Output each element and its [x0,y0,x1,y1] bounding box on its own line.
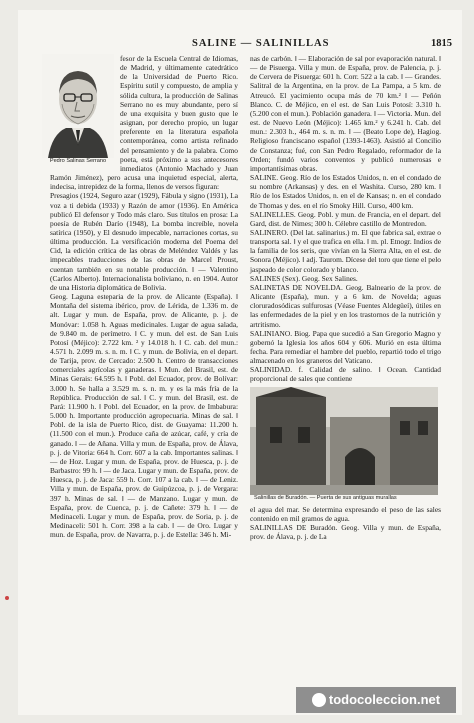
saliniano-entry: SALINIANO. Biog. Papa que sucedió a San Gregorio Magno y gobernó la Iglesia los años 604 y 606. Murió en esta última fecha. Para remediar el hambre del pueblo, repartió todo el trigo almacenado en los graneros del Vaticano. [250,328,441,366]
salinero-entry: SALINERO. (Del lat. salinarius.) m. El que fabrica sal, extrae o transporta sal. ‖ y el que trafica en ella. ‖ m. pl. Etnogr. Indios de la familia de los seris, que vivían en la Sierra Alta, en el est. de Sonora (Méjico). ‖ adj. Taurom. Dícese del toro que tiene el pelo jaspeado de color colorado y blanco. [250,227,441,274]
right-column [250,54,441,541]
running-title: SALINE — SALINILLAS [192,38,330,49]
salinas-works-entry: Presagios (1924, Seguro azar (1929), Fábula y signo (1931), La voz a ti debida (1933) y Razón de amor (1936). En América publicó El defensor y Todo más claro. Sus títulos en prosa: La poesía de Rubén Darío (1948), La bomba increíble, novela satírica (1950), y El desnudo impecable, narraciones cortas, su última producción. La versificación moderna del Poema del Cid, la edición crítica de las obras de Meléndez Valdés y las impecables traducciones de las obras de Marcel Proust, cuentan también en su notable producción. ‖ — Valentino (Carlos Alberto). Internacionalista boliviano, n. en 1904. Autor de una Historia diplomática de Bolivia. [50,191,239,292]
portrait-figure [42,54,114,166]
watermark-logo-icon [312,693,326,707]
margin-mark [5,596,9,600]
left-column [50,54,238,539]
portrait-image [42,54,114,158]
salines-entry: SALINES (Sex). Geog. Sex Salines. [250,273,358,283]
salinas-serrano-entry: fesor de la Escuela Central de Idiomas, de Madrid, y últimamente catedrático de la Universidad de Puerto Rico. Espíritu sutil y compuesto, de amplia y sólida cultura, la producción de Salinas Serrano no es muy abundante, pero sí de una exquisita y buen gusto que le asignan, por derecho propio, un lugar preferente en la literatura española contemporánea, como artista refinado del pensamiento y de la palabra. Como poeta, está próximo a sus antecesores inmediatos (Antonio Machado y Juan Ramón Jiménez), pero acusa una inquietud especial, alerta, indecisa, intrepidez de la forma, llenos de versos figuran: [50,54,238,192]
portrait-caption: Pedro Salinas Serrano [49,158,107,164]
salinas-geog-entry: Geog. Laguna esteparia de la prov. de Alicante (España). ‖ Montaña del sistema ibérico, prov. de Lérida, de 1.336 m. de alt. Lugar y mun. de España, prov. de Alicante, p. j. de Monóvar: 1.058 h. Aguas medicinales. Lugar de agua salada, de 9.840 m. de perímetro. ‖ C. y mun. del est. de San Luis Potosí (Méjico): 2.722 km. ² y 14.018 h. ‖ C. cab. del mun.: 4.571 h. 2.099 m. s. n. m. ‖ C. y mun. de Bolivia, en el depart. de Tarija, prov. de Cercado: 2.500 h. Centro de transacciones comerciales agrícolas y ganaderas. ‖ Mun. del Brasil, est. de Minas Gerais: 64.595 h. ‖ Pobl. del Ecuador, prov. de Bolívar: 3.000 h. Se halla a 3.529 m. s. n. m. y es la más fría de la República. Producción de sal. ‖ C. y mun. del Brasil, est. de Pará: 11.900 h. ‖ Pobl. del Ecuador, en la prov. de Imbabura: 5.000 h. Importante producción agropecuaria. Minas de sal. ‖ Pobl. de la isla de Puerto Rico, dist. de Guayama: 11.200 h. (11.500 con el mun.). Produce caña de azúcar, café, y cría de ganado. ‖ — de Añana. Villa y mun. de España, prov. de Álava, p. j. de Vitoria: 664 h. Corr. 607 a la cab. Importantes salinas. ‖ — de Hoz. Lugar y mun. de España, prov. de Huesca, p. j. de Barbastro: 99 h. ‖ — de Jaca. Lugar y mun. de España, prov. de Huesca, p. j. de Jaca: 559 h. Corr. 107 a la cab. ‖ — de Leniz. Villa y mun. de España, prov. de Guipúzcoa, p. j. de Vergara: 397 h. Minas de sal. ‖ — de Manzano. Lugar y mun. de España, prov. de Cuenca, p. j. de Cañete: 379 h. ‖ — de Medinaceli. Lugar y mun. de España, prov. de Soria, p. j. de Medinaceli: 501 h. Corr. 398 a la cab. ‖ — de Oro. Lugar y mun. de España, prov. de Navarra, p. j. de Estella: 346 h. Mi- [50,292,238,540]
salinidad-continued: el agua del mar. Se determina expresando el peso de las sales contenido en mil gramos de agua. [250,504,441,523]
salinetas-entry: SALINETAS DE NOVELDA. Geog. Balneario de la prov. de Alicante (España), mun. y a 6 km. de Novelda; aguas cloruradosódicas sulfurosas (Véase Fuentes Aldegüeí), útiles en las enfermedades de la piel y en los trastornos de la nutrición y artritismo. [250,282,441,329]
watermark-text: todocoleccion.net [328,692,441,707]
salinidad-entry: SALINIDAD. f. Calidad de salino. ‖ Ocean. Cantidad proporcional de sales que contiene [250,365,441,384]
page-header [22,38,452,54]
salinas-continued-entry: nas de carbón. ‖ — Elaboración de sal por evaporación natural. ‖ — de Pisuerga. Villa y mun. de España, prov. de Palencia, p. j. de Cervera de Pisuerga: 601 h. Corr. 522 a la cab. ‖ — Grandes. Salitral de la Argentina, en la prov. de La Pampa, a 5 km. de Atreucó. El yacimiento ocupa más de 70 km.² ‖ — Peñón Blanco. C. de Méjico, en el est. de San Luis Potosí: 3.310 h. (5.200 con el mun.). Población ganadera. ‖ — Victoria. Mun. del est. de Nuevo León (Méjico): 1.465 km.² y 6.241 h. Cab. del mun.: 2.303 h., 464 m. s. n. m. ‖ — (Beato Lope de), Hagiog. Religioso franciscano español (1393-1463). Asistió al Concilio de Constanza; fué, con San Pedro Regalado, reformador de la Orden; fundó varios conventos y publicó numerosas e importantísimas obras. [250,54,441,173]
saline-entry: SALINE. Geog. Río de los Estados Unidos, n. en el condado de su nombre (Arkansas) y des. en el Washita. Curso, 280 km. ‖ Río de los Estados Unidos, n. en el de Kansas; n. en el condado de Thomas y des. en el río Smoky Hill. Curso, 400 km. [250,173,441,210]
photo-caption: Salinillas de Buradón. — Puerta de sus antiguas murallas [254,494,397,501]
salinelles-entry: SALINELLES. Geog. Pobl. y mun. de Francia, en el depart. del Gard, dist. de Nimes; 300 h. Célebre castillo de Montredon. [250,209,441,228]
salinillas-entry: SALINILLAS DE Buradón. Geog. Villa y mun. de España, prov. de Álava, p. j. de La [250,522,441,542]
watermark-banner [296,687,456,713]
town-gate-image [250,387,438,495]
town-gate-photo [250,387,441,502]
page-number: 1815 [431,38,452,49]
